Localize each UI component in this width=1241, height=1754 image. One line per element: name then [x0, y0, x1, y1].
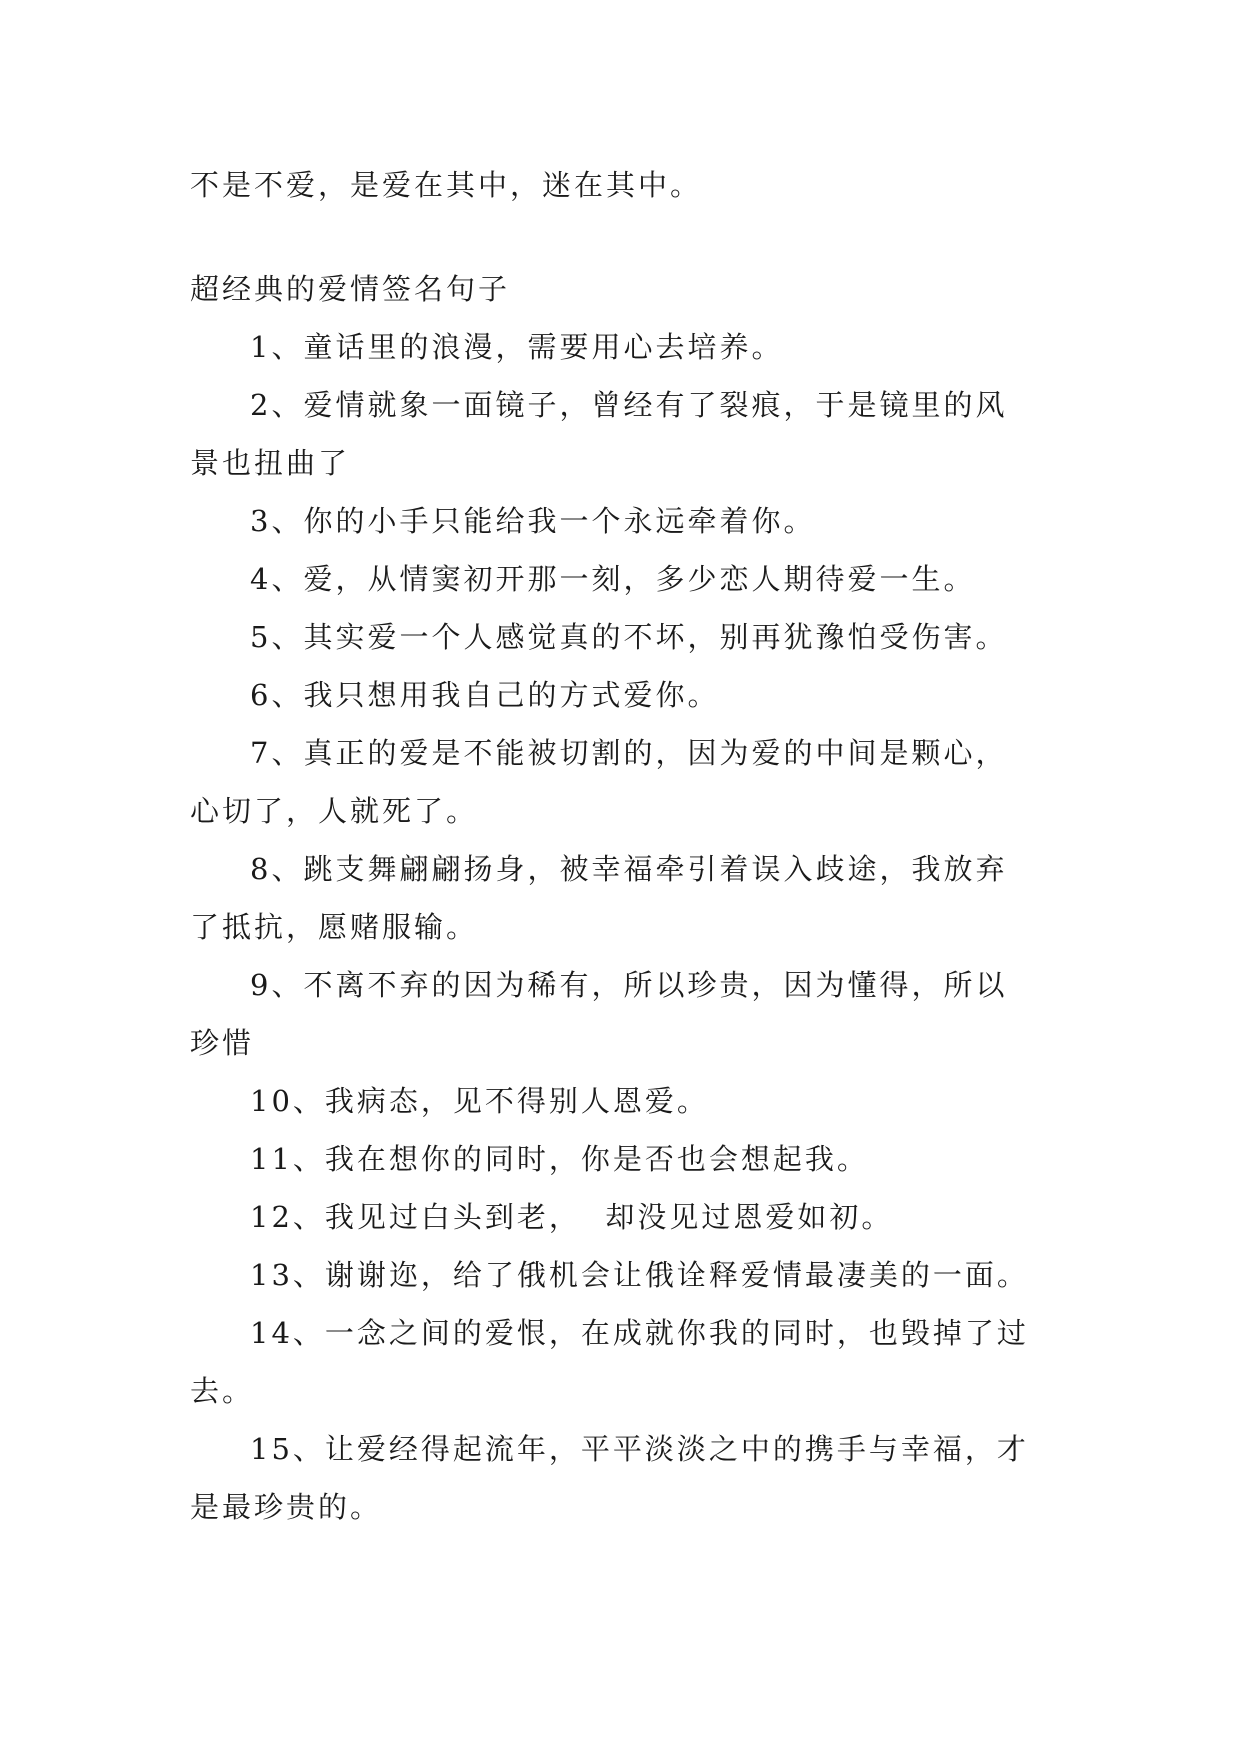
list-item-3: 3、你的小手只能给我一个永远牵着你。 [250, 504, 816, 538]
list-item-10: 10、我病态，见不得别人恩爱。 [250, 1084, 709, 1118]
list-item-15: 15、让爱经得起流年，平平淡淡之中的携手与幸福，才 [250, 1432, 1029, 1466]
section-title: 超经典的爱情签名句子 [190, 272, 511, 306]
list-item-15-continuation: 是最珍贵的。 [190, 1490, 383, 1524]
list-item-9-continuation: 珍惜 [190, 1026, 255, 1060]
list-item-14: 14、一念之间的爱恨，在成就你我的同时，也毁掉了过 [250, 1316, 1029, 1350]
list-item-2: 2、爱情就象一面镜子，曾经有了裂痕，于是镜里的风 [250, 388, 1008, 422]
list-item-1: 1、童话里的浪漫，需要用心去培养。 [250, 330, 784, 364]
list-item-5: 5、其实爱一个人感觉真的不坏，别再犹豫怕受伤害。 [250, 620, 1008, 654]
list-item-8-continuation: 了抵抗，愿赌服输。 [190, 910, 479, 944]
list-item-14-continuation: 去。 [190, 1374, 255, 1408]
list-item-13: 13、谢谢迩，给了俄机会让俄诠释爱情最凄美的一面。 [250, 1258, 1029, 1292]
list-item-7-continuation: 心切了，人就死了。 [190, 794, 479, 828]
list-item-8: 8、跳支舞翩翩扬身，被幸福牵引着误入歧途，我放弃 [250, 852, 1008, 886]
list-item-2-continuation: 景也扭曲了 [190, 446, 351, 480]
list-item-12: 12、我见过白头到老， 却没见过恩爱如初。 [250, 1200, 894, 1234]
list-item-4: 4、爱，从情窦初开那一刻，多少恋人期待爱一生。 [250, 562, 976, 596]
intro-line: 不是不爱，是爱在其中，迷在其中。 [190, 168, 703, 202]
list-item-9: 9、不离不弃的因为稀有，所以珍贵，因为懂得，所以 [250, 968, 1008, 1002]
list-item-7: 7、真正的爱是不能被切割的，因为爱的中间是颗心， [250, 736, 1008, 770]
list-item-11: 11、我在想你的同时，你是否也会想起我。 [250, 1142, 869, 1176]
document-page [190, 156, 1050, 1536]
list-item-6: 6、我只想用我自己的方式爱你。 [250, 678, 720, 712]
paragraph-gap [190, 214, 1050, 260]
